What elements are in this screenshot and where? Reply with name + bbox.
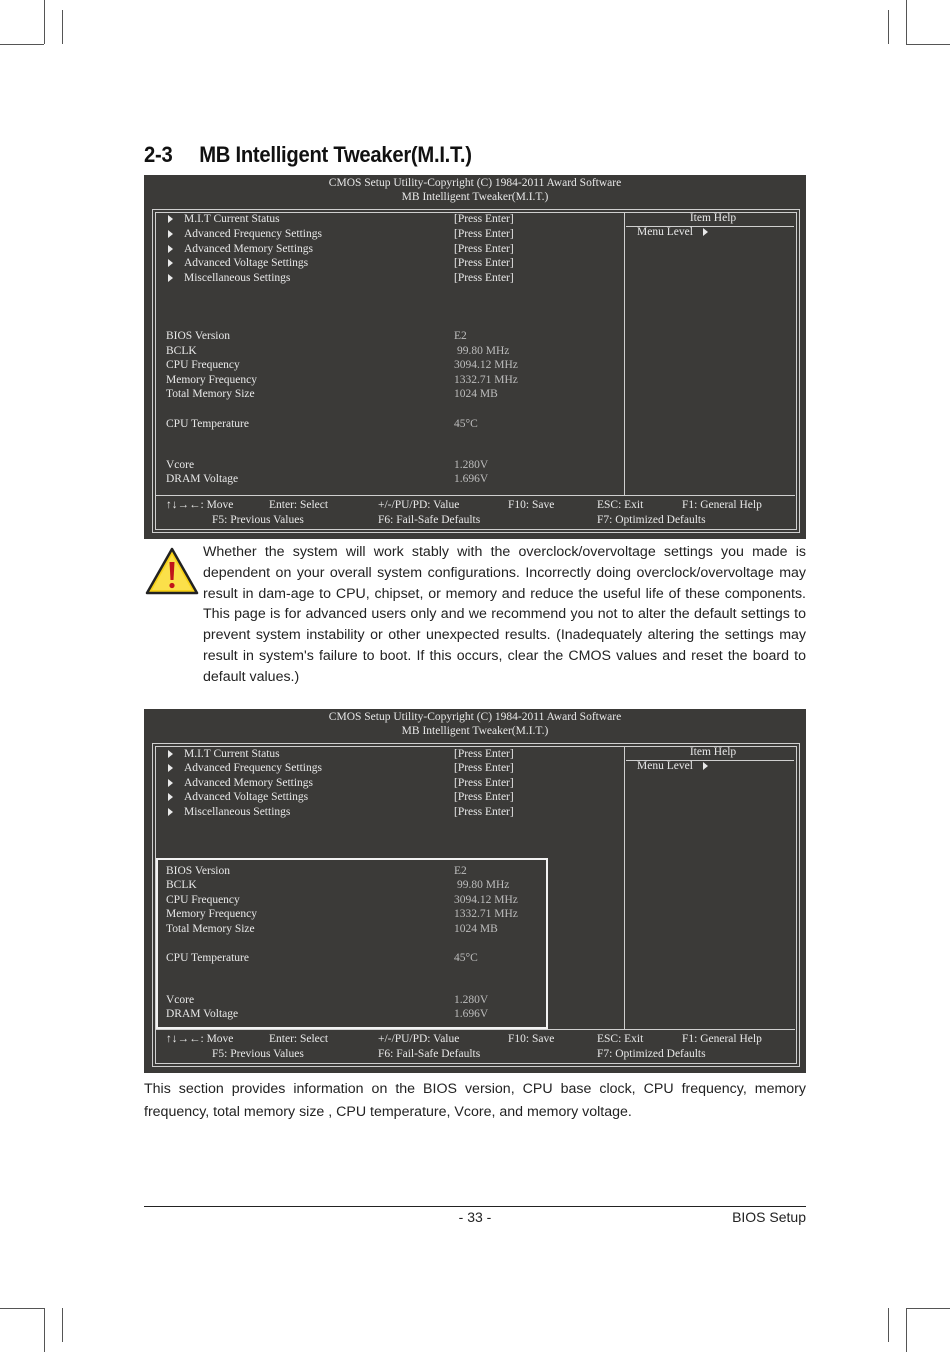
bios-screen-highlighted: [144, 709, 806, 1073]
info-label: DRAM Voltage: [166, 473, 239, 485]
info-value: 3094.12 MHz: [454, 894, 518, 906]
menu-level-arrow-icon: [703, 228, 708, 236]
key-failsafe: F6: Fail-Safe Defaults: [378, 514, 481, 526]
menu-item-value: [Press Enter]: [454, 777, 514, 789]
item-help-title: Item Help: [689, 212, 737, 224]
menu-item-value: [Press Enter]: [454, 228, 514, 240]
info-value: 1.696V: [454, 1008, 489, 1020]
submenu-arrow-icon: [168, 215, 173, 223]
menu-item-value: [Press Enter]: [454, 257, 514, 269]
submenu-arrow-icon: [168, 808, 173, 816]
menu-level: [637, 225, 708, 239]
info-value: E2: [454, 865, 467, 877]
menu-item-label: Advanced Frequency Settings: [184, 762, 322, 774]
bios-screen: [144, 175, 806, 539]
menu-item-label: Miscellaneous Settings: [184, 272, 291, 284]
info-label: CPU Temperature: [166, 952, 249, 964]
warning-icon: [144, 546, 200, 596]
footer-divider: [155, 495, 795, 496]
crop-mark: [0, 1308, 44, 1309]
crop-mark: [0, 44, 44, 45]
info-value: 1.696V: [454, 473, 489, 485]
info-label: DRAM Voltage: [166, 1008, 239, 1020]
crop-mark: [906, 1308, 907, 1352]
menu-item-label: Advanced Memory Settings: [184, 777, 314, 789]
menu-level: [637, 759, 708, 773]
section-number: 2-3: [144, 142, 173, 167]
info-value: 99.80 MHz: [457, 345, 510, 357]
bios-header-copyright: CMOS Setup Utility-Copyright (C) 1984-2011 Award Software: [328, 711, 622, 723]
info-label: BCLK: [166, 345, 197, 357]
footer-section-name: BIOS Setup: [732, 1209, 806, 1225]
info-value: 45°C: [454, 418, 478, 430]
menu-item-value: [Press Enter]: [454, 272, 514, 284]
menu-level-arrow-icon: [703, 762, 708, 770]
info-label: BIOS Version: [166, 865, 231, 877]
key-prev: F5: Previous Values: [212, 514, 304, 526]
bios-header-copyright: CMOS Setup Utility-Copyright (C) 1984-2011 Award Software: [328, 177, 622, 189]
info-label: CPU Frequency: [166, 894, 240, 906]
info-value: 45°C: [454, 952, 478, 964]
menu-item-misc[interactable]: [184, 805, 290, 819]
info-label: Vcore: [166, 459, 195, 471]
menu-item-value: [Press Enter]: [454, 243, 514, 255]
submenu-arrow-icon: [168, 245, 173, 253]
menu-item-memory[interactable]: [184, 776, 313, 790]
submenu-arrow-icon: [168, 764, 173, 772]
page-number: - 33 -: [458, 1209, 492, 1225]
section-title: [144, 142, 472, 168]
submenu-arrow-icon: [168, 750, 173, 758]
help-divider: [624, 746, 625, 1030]
menu-item-label: Advanced Voltage Settings: [184, 791, 309, 803]
menu-item-voltage[interactable]: [184, 256, 308, 270]
crop-mark: [44, 1308, 45, 1352]
key-help: F1: General Help: [682, 1033, 762, 1045]
menu-item-label: Advanced Frequency Settings: [184, 228, 322, 240]
crop-mark: [62, 10, 63, 44]
info-value: 1332.71 MHz: [454, 374, 518, 386]
crop-mark: [906, 0, 907, 44]
info-label: BIOS Version: [166, 330, 231, 342]
menu-item-label: M.I.T Current Status: [184, 748, 280, 760]
submenu-arrow-icon: [168, 274, 173, 282]
menu-item-value: [Press Enter]: [454, 791, 514, 803]
menu-item-label: M.I.T Current Status: [184, 213, 280, 225]
info-label: CPU Frequency: [166, 359, 240, 371]
info-value: 1024 MB: [454, 388, 498, 400]
menu-item-misc[interactable]: [184, 271, 290, 285]
bios-header-title: MB Intelligent Tweaker(M.I.T.): [401, 191, 549, 203]
key-move: ↑↓→←: Move: [166, 1033, 234, 1045]
warning-text: Whether the system will work stably with the overclock/overvoltage settings you made is dependent on your overall system configurations. Incorrectly doing overclock/overvoltage may result in dam-age to CPU, chipset, or memory and reduce the useful life of these components. This page is for advanced users only and we recommend you not to alter the default settings to prevent system instability or other unexpected results. (Inadequately altering the settings may result in system's failure to boot. If this occurs, clear the CMOS values and reset the board to default values.): [203, 544, 806, 685]
key-exit: ESC: Exit: [597, 499, 644, 511]
section-description: This section provides information on the BIOS version, CPU base clock, CPU frequency, memory frequency, total memory size , CPU temperature, Vcore, and memory voltage.: [144, 1081, 806, 1120]
menu-item-memory[interactable]: [184, 242, 313, 256]
crop-mark: [888, 1308, 889, 1342]
menu-item-mit-status[interactable]: [184, 212, 280, 226]
info-label: Vcore: [166, 994, 195, 1006]
footer-divider: [155, 1029, 795, 1030]
info-label: Total Memory Size: [166, 388, 255, 400]
menu-item-voltage[interactable]: [184, 790, 308, 804]
key-enter: Enter: Select: [269, 499, 329, 511]
submenu-arrow-icon: [168, 793, 173, 801]
key-help: F1: General Help: [682, 499, 762, 511]
info-value: 99.80 MHz: [457, 879, 510, 891]
key-failsafe: F6: Fail-Safe Defaults: [378, 1048, 481, 1060]
bios-header-title: MB Intelligent Tweaker(M.I.T.): [401, 725, 549, 737]
help-divider: [624, 212, 625, 496]
info-label: Total Memory Size: [166, 923, 255, 935]
menu-level-label: Menu Level: [637, 760, 693, 772]
info-value: 1024 MB: [454, 923, 498, 935]
key-exit: ESC: Exit: [597, 1033, 644, 1045]
key-prev: F5: Previous Values: [212, 1048, 304, 1060]
key-value: +/-/PU/PD: Value: [378, 499, 460, 511]
footer-rule: [144, 1206, 806, 1207]
crop-mark: [62, 1308, 63, 1342]
menu-item-label: Miscellaneous Settings: [184, 806, 291, 818]
menu-level-label: Menu Level: [637, 226, 693, 238]
key-optimized: F7: Optimized Defaults: [597, 1048, 706, 1060]
info-value: 3094.12 MHz: [454, 359, 518, 371]
submenu-arrow-icon: [168, 259, 173, 267]
info-label: Memory Frequency: [166, 374, 258, 386]
info-value: 1.280V: [454, 994, 489, 1006]
item-help-title: Item Help: [689, 746, 737, 758]
key-save: F10: Save: [508, 499, 555, 511]
info-value: 1.280V: [454, 459, 489, 471]
info-label: Memory Frequency: [166, 908, 258, 920]
submenu-arrow-icon: [168, 779, 173, 787]
crop-mark: [906, 1308, 950, 1309]
menu-item-value: [Press Enter]: [454, 806, 514, 818]
crop-mark: [44, 0, 45, 44]
submenu-arrow-icon: [168, 230, 173, 238]
key-value: +/-/PU/PD: Value: [378, 1033, 460, 1045]
info-value: E2: [454, 330, 467, 342]
info-value: 1332.71 MHz: [454, 908, 518, 920]
menu-item-frequency[interactable]: [184, 227, 322, 241]
section-title-text: MB Intelligent Tweaker(M.I.T.): [199, 142, 472, 167]
info-label: CPU Temperature: [166, 418, 249, 430]
menu-item-value: [Press Enter]: [454, 748, 514, 760]
menu-item-value: [Press Enter]: [454, 213, 514, 225]
menu-item-mit-status[interactable]: [184, 747, 280, 761]
crop-mark: [888, 10, 889, 44]
menu-item-label: Advanced Memory Settings: [184, 243, 314, 255]
info-label: BCLK: [166, 879, 197, 891]
menu-item-label: Advanced Voltage Settings: [184, 257, 309, 269]
menu-item-value: [Press Enter]: [454, 762, 514, 774]
menu-item-frequency[interactable]: [184, 761, 322, 775]
key-move: ↑↓→←: Move: [166, 499, 234, 511]
key-save: F10: Save: [508, 1033, 555, 1045]
key-optimized: F7: Optimized Defaults: [597, 514, 706, 526]
crop-mark: [906, 44, 950, 45]
key-enter: Enter: Select: [269, 1033, 329, 1045]
